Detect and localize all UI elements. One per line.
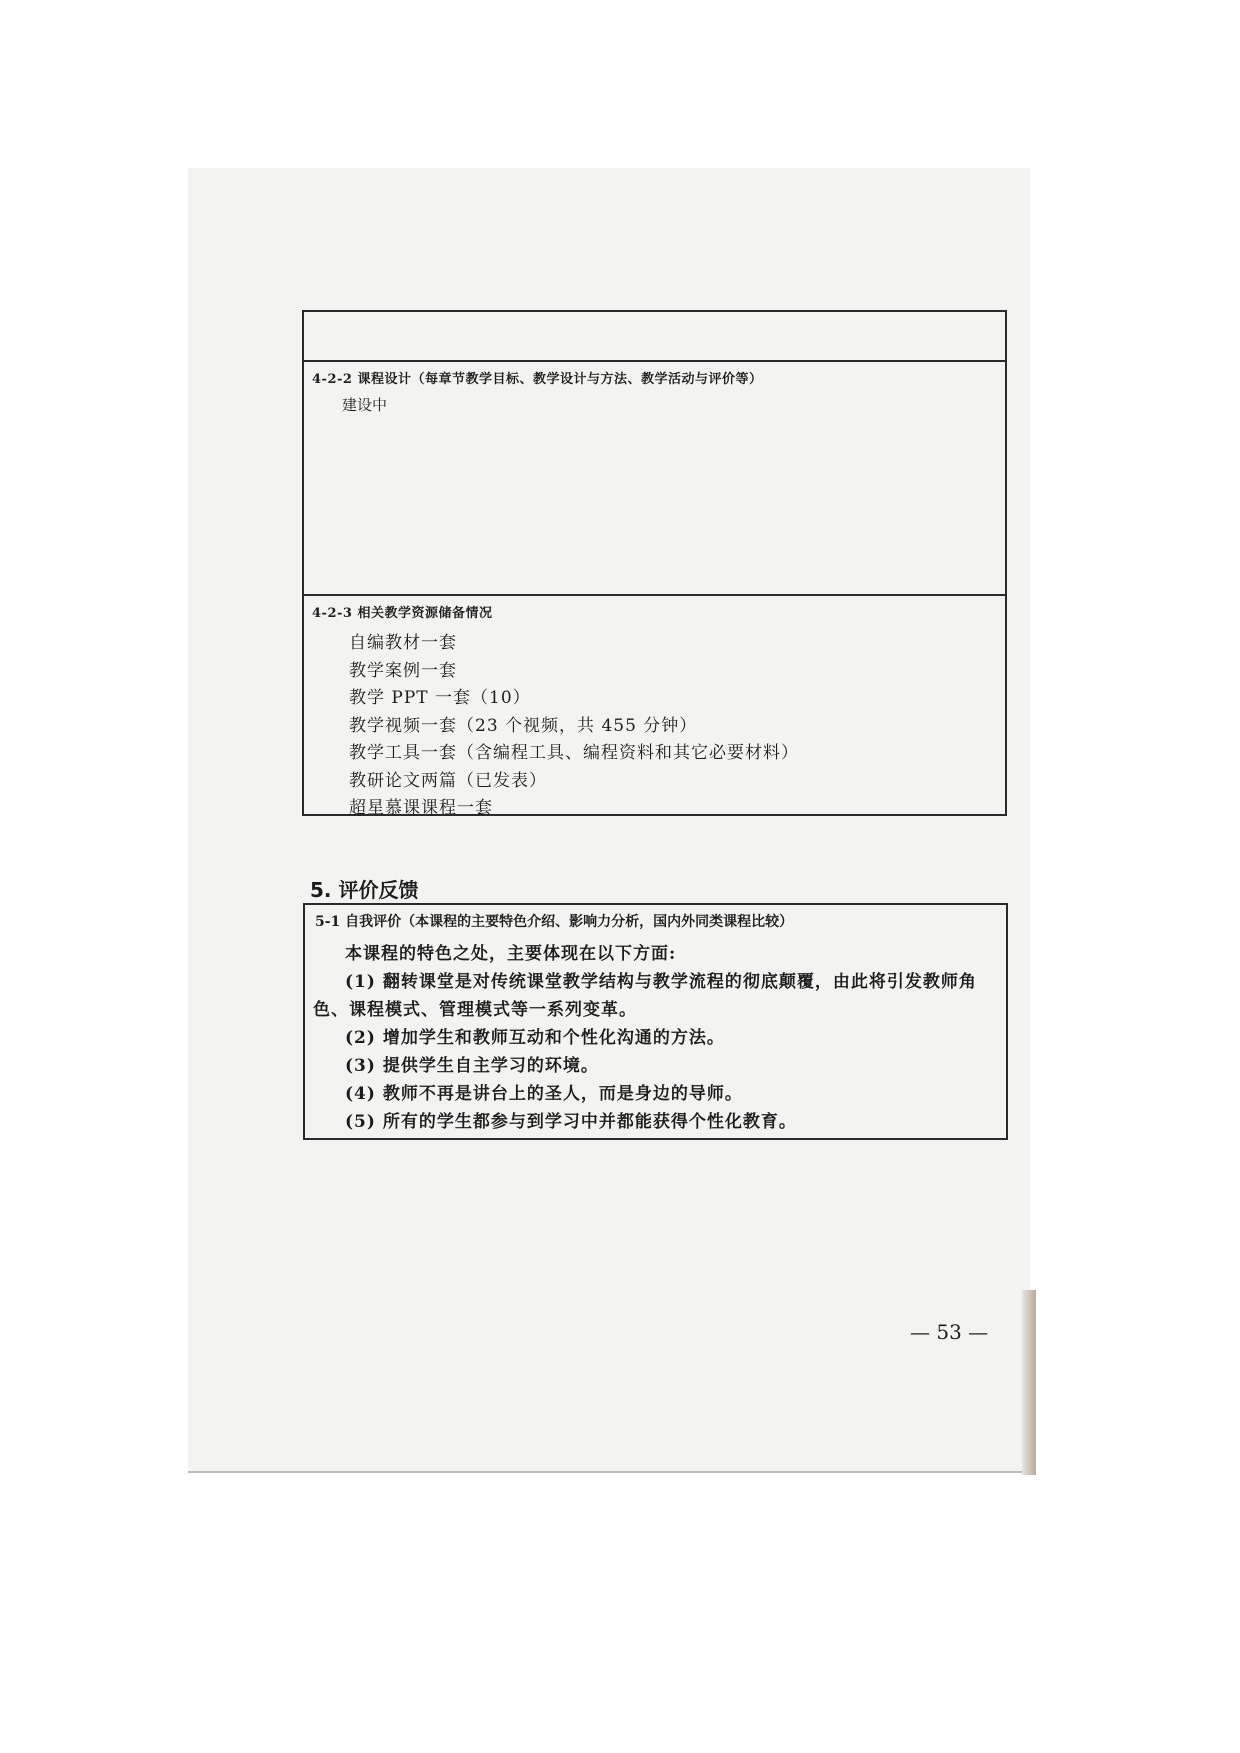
list-item: 教学工具一套（含编程工具、编程资料和其它必要材料） [349,743,799,763]
resources-heading: 4-2-3 相关教学资源储备情况 [312,606,493,621]
evaluation-point-1-line-1: (1) 翻转课堂是对传统课堂教学结构与教学流程的彻底颠覆，由此将引发教师角 [345,972,977,992]
page-edge-shadow [1022,1290,1036,1475]
evaluation-point-4: (4) 教师不再是讲台上的圣人，而是身边的导师。 [345,1084,743,1104]
table-row-empty [304,312,1005,362]
list-item: 自编教材一套 [349,633,457,653]
page-number: — 53 — [910,1320,989,1344]
list-item: 教学视频一套（23 个视频，共 455 分钟） [349,715,698,736]
evaluation-point-1-line-2: 色、课程模式、管理模式等一系列变革。 [313,1000,637,1020]
evaluation-point-5: (5) 所有的学生都参与到学习中并都能获得个性化教育。 [345,1112,797,1132]
list-item: 教研论文两篇（已发表） [349,770,547,791]
evaluation-intro: 本课程的特色之处，主要体现在以下方面: [345,944,677,964]
section-title: 5. 评价反馈 [310,878,419,902]
list-item: 教学 PPT 一套（10） [349,688,531,708]
course-design-body: 建设中 [342,396,388,414]
list-item: 超星慕课课程一套 [349,798,493,818]
list-item: 教学案例一套 [349,660,457,681]
self-evaluation-heading: 5-1 自我评价（本课程的主要特色介绍、影响力分析，国内外同类课程比较） [315,914,794,930]
evaluation-table [303,903,1008,1140]
evaluation-point-2: (2) 增加学生和教师互动和个性化沟通的方法。 [345,1028,725,1048]
evaluation-point-3: (3) 提供学生自主学习的环境。 [345,1056,599,1076]
table-row-course-design [304,362,1005,596]
course-design-heading: 4-2-2 课程设计（每章节教学目标、教学设计与方法、教学活动与评价等） [312,372,763,387]
course-table [302,310,1007,816]
table-row-resources [304,596,1005,818]
resources-list [349,630,799,823]
